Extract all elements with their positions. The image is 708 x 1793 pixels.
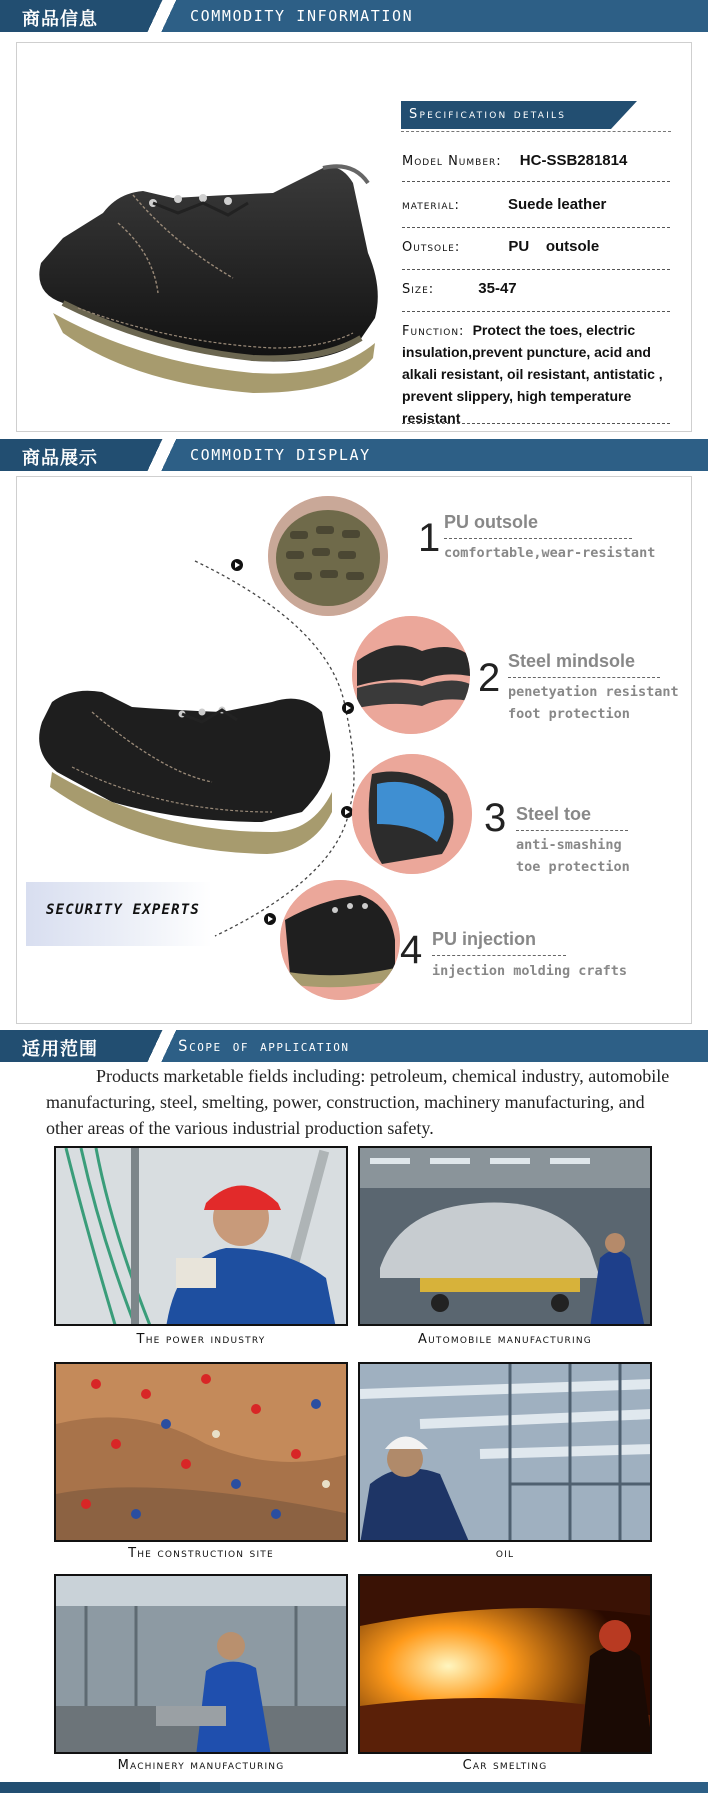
photo-caption: The construction site xyxy=(128,1546,274,1561)
outsole-tread-icon xyxy=(268,496,388,616)
spec-label-size: Size: xyxy=(402,282,435,297)
factory-floor-image xyxy=(56,1576,348,1754)
feature-rule xyxy=(444,538,632,539)
spec-value-material: Suede leather xyxy=(508,196,607,213)
feature-rule xyxy=(432,955,566,956)
security-experts-badge xyxy=(26,882,212,946)
photo-caption: Automobile manufacturing xyxy=(418,1332,592,1347)
spec-row-material xyxy=(402,188,670,228)
feature-desc-line: foot protection xyxy=(508,706,630,722)
section-divider xyxy=(126,0,192,32)
feature-title: Steel toe xyxy=(516,804,592,824)
mindsole-image xyxy=(352,616,470,734)
arc-arrow-icon xyxy=(342,702,354,714)
feature-rule xyxy=(516,830,628,831)
spec-row-model xyxy=(402,148,670,182)
oil-refinery-image xyxy=(360,1364,652,1542)
spec-row-function xyxy=(402,316,670,424)
section-title-en: Scope of application xyxy=(178,1036,350,1055)
feature-desc xyxy=(516,834,630,878)
worker-helmet-image xyxy=(56,1148,348,1326)
feature-number: 1 xyxy=(418,516,441,560)
car-assembly-image xyxy=(360,1148,652,1326)
photo-construction xyxy=(54,1362,348,1542)
section-divider xyxy=(126,439,192,471)
section-title-en: COMMODITY DISPLAY xyxy=(190,446,371,464)
feature-rule xyxy=(508,677,660,678)
spec-row-outsole xyxy=(402,232,670,270)
section-bar-info xyxy=(0,0,708,32)
section-title-cn: 商品展示 xyxy=(22,448,98,469)
photo-caption: Car smelting xyxy=(462,1758,548,1773)
boot-icon xyxy=(280,880,400,1000)
photo-caption: oil xyxy=(495,1546,515,1561)
photo-caption: Machinery manufacturing xyxy=(117,1758,285,1773)
spec-label-model: Model Number: xyxy=(402,154,502,169)
spec-value-function: Protect the toes, electric insulation,prevent puncture, acid and alkali resistant, oil resistant, antistatic , prevent slippery, high temperature resistant xyxy=(402,322,663,426)
boot-image xyxy=(23,103,403,403)
feature-desc xyxy=(432,960,627,982)
scope-intro: Products marketable fields including: petroleum, chemical industry, automobile manufacturing, steel, smelting, power, construction, machinery manufacturing, and other areas of the various industrial production safety. xyxy=(46,1066,670,1138)
arc-arrow-icon xyxy=(264,913,276,925)
feature-title: PU outsole xyxy=(444,512,539,532)
feature-number: 4 xyxy=(400,928,423,972)
section-title-cn: 适用范围 xyxy=(22,1039,98,1060)
photo-machinery xyxy=(54,1574,348,1754)
feature-desc-line: comfortable,wear-resistant xyxy=(444,545,656,561)
footer-tab xyxy=(0,1782,160,1793)
photo-oil xyxy=(358,1362,652,1542)
spec-header-tail xyxy=(611,101,637,129)
section-title-en: COMMODITY INFORMATION xyxy=(190,7,414,25)
mindsole-icon xyxy=(352,616,470,734)
photo-power-industry xyxy=(54,1146,348,1326)
footer-bar xyxy=(0,1782,708,1793)
feature-desc-line: penetyation resistant xyxy=(508,684,679,700)
badge-text: SECURITY EXPERTS xyxy=(46,902,201,918)
steel-toe-image xyxy=(352,754,472,874)
feature-desc-line: injection molding crafts xyxy=(432,963,628,979)
photo-smelting xyxy=(358,1574,652,1754)
feature-title: Steel mindsole xyxy=(508,651,636,671)
photo-caption: The power industry xyxy=(136,1332,266,1347)
section-bar-scope xyxy=(0,1030,708,1062)
feature-number: 2 xyxy=(478,656,501,700)
feature-desc-line: anti-smashing xyxy=(516,837,622,853)
arc-arrow-icon xyxy=(231,559,243,571)
spec-header-label: Specification details xyxy=(409,107,567,122)
section-bar-display xyxy=(0,439,708,471)
spec-header xyxy=(401,101,637,129)
spec-label-function: Function: xyxy=(402,324,465,339)
spec-value-outsole: PU outsole xyxy=(508,238,600,255)
section-title-cn: 商品信息 xyxy=(22,9,98,30)
construction-site-image xyxy=(56,1364,348,1542)
feature-desc-line: toe protection xyxy=(516,859,630,875)
feature-title: PU injection xyxy=(432,929,537,949)
feature-number: 3 xyxy=(484,796,507,840)
photo-automobile xyxy=(358,1146,652,1326)
spec-label-outsole: Outsole: xyxy=(402,240,461,255)
steel-toe-icon xyxy=(352,754,472,874)
spec-label-material: material: xyxy=(402,198,460,213)
spec-row-size xyxy=(402,274,670,312)
injection-image xyxy=(280,880,400,1000)
feature-desc xyxy=(508,681,679,725)
outsole-image xyxy=(268,496,388,616)
spec-value-model: HC-SSB281814 xyxy=(519,152,628,169)
feature-desc xyxy=(444,542,655,564)
smelting-furnace-image xyxy=(360,1576,652,1754)
spec-value-size: 35-47 xyxy=(478,280,517,297)
boot-side-image xyxy=(32,672,342,882)
spec-header-rule xyxy=(401,131,671,132)
